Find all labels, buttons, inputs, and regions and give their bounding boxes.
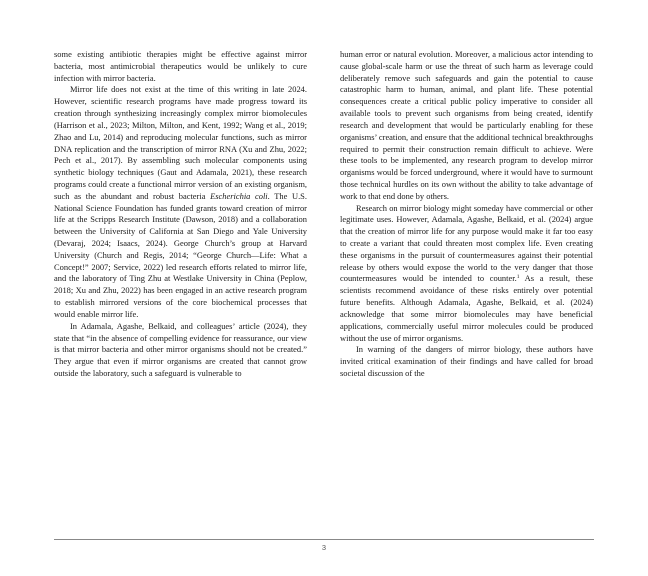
- left-paragraph-2-text-a: Mirror life does not exist at the time of this writing in late 2024. However, scientific research programs have made progress toward its creation through synthesizing increasingly complex mirror biomolecules (Harrison et al., 2023; Milton, Milton, and Kent, 1992; Wang et al., 2019; Zhao and Lu, 2014) and reproducing molecular functions, such as mirror DNA replication and the transcription of mirror RNA (Xu and Zhu, 2022; Pech et al., 2017). By assembling such molecular components using synthetic biology techniques (Gaut and Adamala, 2021), these research programs could create a functional mirror version of an existing organism, such as the abundant and robust bacteria: [54, 84, 307, 201]
- footer-divider: [54, 539, 594, 540]
- right-paragraph-2-text-b: As a result, these scientists recommend avoidance of these risks entirely over potential future benefits. Although Adamala, Agashe, Belkaid, et al. (2024) acknowledge that some mirror biomolecules may have beneficial applications, commercially useful mirror molecules could be produced without the use of mirror organisms.: [340, 273, 593, 343]
- right-column: [340, 49, 593, 380]
- right-paragraph-3: In warning of the dangers of mirror biology, these authors have invited critical examination of their findings and have called for broad societal discussion of the: [340, 344, 593, 378]
- right-paragraph-2-text-a: Research on mirror biology might someday have commercial or other legitimate uses. However, Adamala, Agashe, Belkaid, et al. (2024) argue that the creation of mirror life for any purpose would make it far too easy to create a variant that could threaten most complex life. Even creating these organisms in the pursuit of countermeasures against their potential release by others would expose the world to the very danger that those countermeasures would be intended to counter.: [340, 202, 593, 284]
- left-paragraph-3: In Adamala, Agashe, Belkaid, and colleagues’ article (2024), they state that “in the absence of compelling evidence for reassurance, our view is that mirror bacteria and other mirror organisms should not be created.” They argue that even if mirror organisms are created that cannot grow outside the laboratory, such a safeguard is vulnerable to: [54, 320, 307, 378]
- page-number: 3: [321, 543, 327, 552]
- species-name: Escherichia coli: [210, 190, 268, 201]
- left-paragraph-2: [54, 84, 307, 320]
- left-paragraph-2-text-b: . The U.S. National Science Foundation has funded grants toward creation of mirror life at the Scripps Research Institute (Dawson, 2018) and a collaboration between the University of California at San Diego and Yale University (Devaraj, 2024; Isaacs, 2024). George Church’s group at Harvard University (Church and Regis, 2014; “George Church—Life: What a Concept!” 2007; Service, 2022) led research efforts related to mirror life, and the laboratory of Ting Zhu at Westlake University in China (Peplow, 2018; Xu and Zhu, 2022) has been engaged in an active research program to establish mirrored versions of the core biochemical processes that would enable mirror life.: [54, 190, 307, 319]
- right-paragraph-2: [340, 203, 593, 345]
- left-paragraph-1: some existing antibiotic therapies might be effective against mirror bacteria, most antimicrobial therapeutics would be unlikely to cure infection with mirror bacteria.: [54, 49, 307, 83]
- right-paragraph-1: human error or natural evolution. Moreover, a malicious actor intending to cause global-scale harm or use the threat of such harm as leverage could deliberately remove such safeguards and gain the potential to cause catastrophic harm to human, animal, and plant life. These potential consequences create a critical public policy imperative to consider all available tools to prevent such organisms from being created, identify research and development that would be particularly enabling for these organisms’ creation, and ensure that the additional technical breakthroughs required to permit their construction remain difficult to achieve. Were these tools to be implemented, any research program to develop mirror organisms would be forced underground, where it would have to surmount those technical hurdles on its own without the ability to take advantage of work to that end done by others.: [340, 49, 593, 201]
- footnote-marker[interactable]: 1: [516, 274, 520, 281]
- left-column: [54, 49, 307, 380]
